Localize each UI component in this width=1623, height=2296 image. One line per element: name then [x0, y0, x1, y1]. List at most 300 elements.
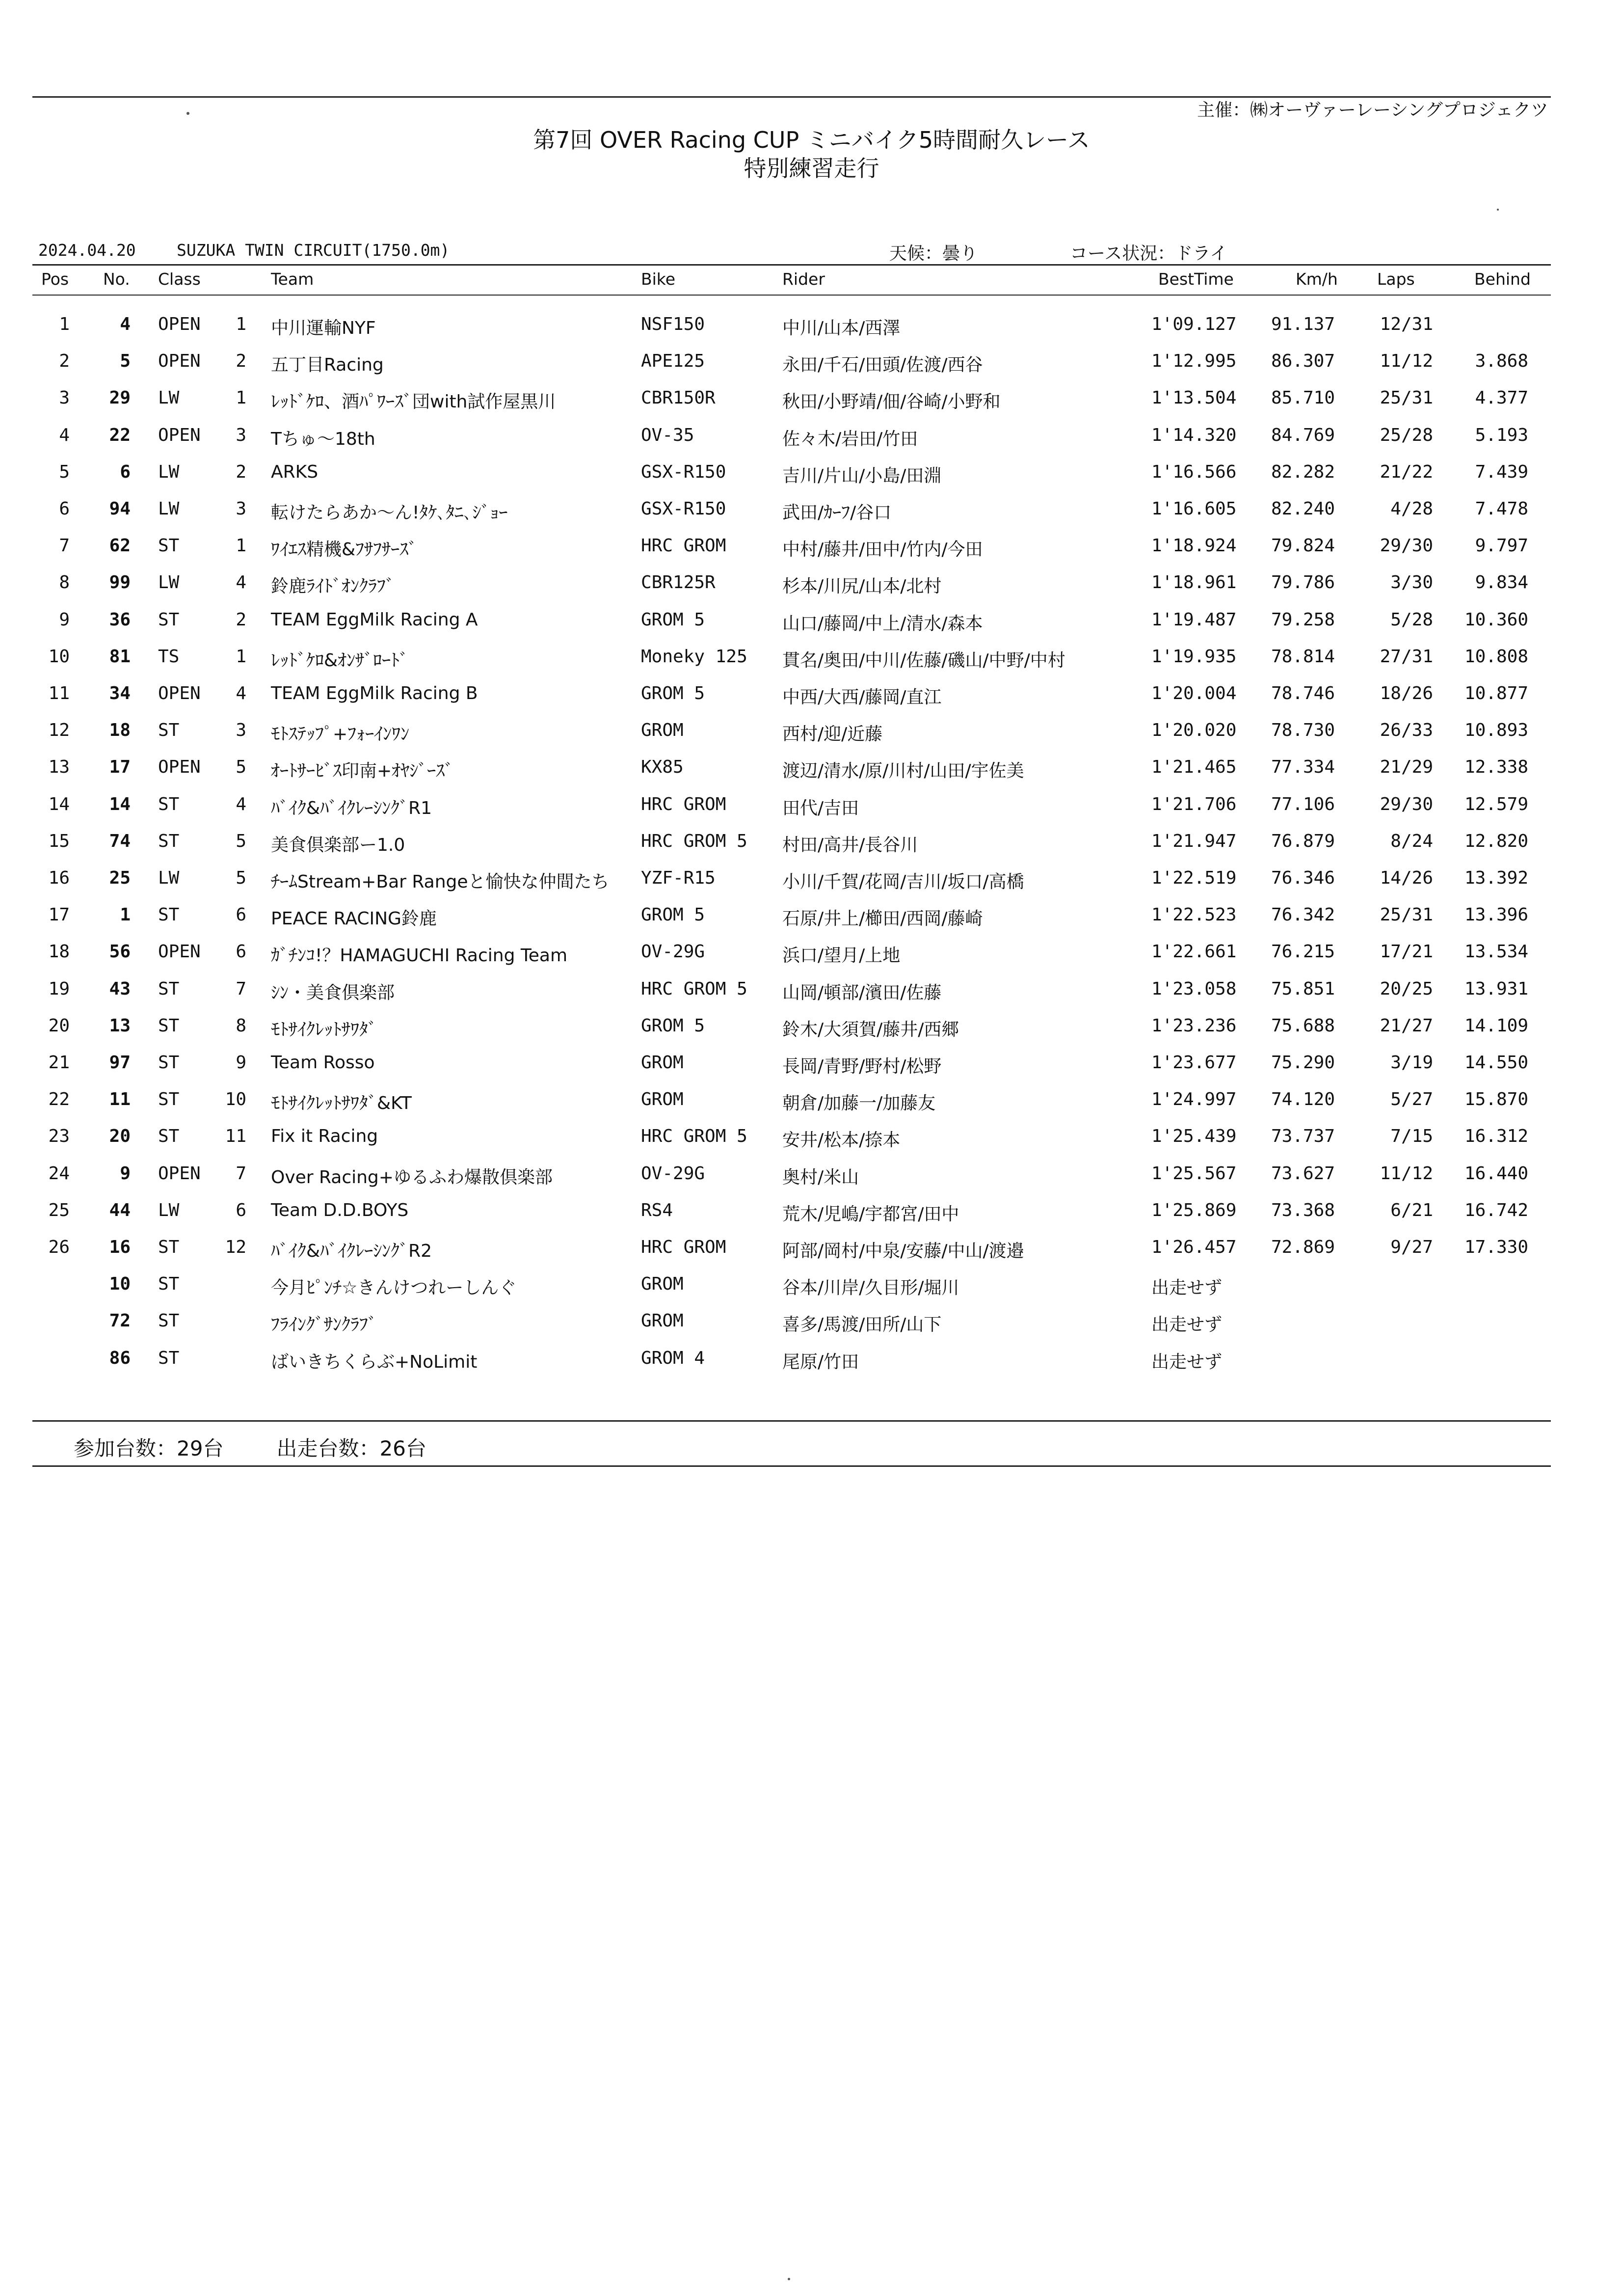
cell-team: ﾚｯﾄﾞｹﾛ、酒ﾊﾟﾜｰｽﾞ団with試作屋黒川 [271, 392, 556, 412]
cell-besttime: 出走せず [1151, 1315, 1223, 1335]
weather: 天候：曇り [889, 243, 978, 264]
cell-class: ST [158, 1126, 180, 1147]
cell-class-pos: 6 [236, 905, 246, 925]
cell-besttime: 1'18.924 [1151, 536, 1237, 556]
col-header-pos: Pos [41, 270, 69, 289]
cell-kmh: 77.334 [1271, 757, 1335, 778]
cell-besttime: 1'19.935 [1151, 646, 1237, 667]
cell-rider: 浜口/望月/上地 [782, 945, 901, 966]
cell-no: 16 [109, 1237, 131, 1257]
cell-laps: 29/30 [1380, 536, 1433, 556]
cell-class: LW [158, 572, 180, 593]
scan-speck [186, 112, 189, 115]
header-top-rule [32, 264, 1551, 266]
cell-class: LW [158, 868, 180, 888]
cell-pos: 14 [48, 794, 70, 814]
col-header-behind: Behind [1474, 270, 1531, 289]
cell-bike: GROM [641, 1089, 684, 1110]
cell-kmh: 79.786 [1271, 572, 1335, 593]
cell-pos: 19 [48, 978, 70, 999]
cell-team: Team D.D.BOYS [271, 1200, 409, 1220]
entries-count: 参加台数：29台 [74, 1436, 224, 1460]
cell-behind: 16.312 [1464, 1126, 1528, 1147]
cell-laps: 21/22 [1380, 461, 1433, 482]
cell-team: ﾓﾄｻｲｸﾚｯﾄｻﾜﾀﾞ [271, 1019, 377, 1040]
cell-pos: 24 [48, 1163, 70, 1184]
cell-class: OPEN [158, 425, 201, 445]
cell-laps: 7/15 [1390, 1126, 1433, 1147]
cell-kmh: 74.120 [1271, 1089, 1335, 1110]
cell-besttime: 1'25.439 [1151, 1126, 1237, 1147]
cell-pos: 13 [48, 757, 70, 778]
cell-team: 中川運輸NYF [271, 318, 376, 338]
cell-team: Over Racing+ゆるふわ爆散倶楽部 [271, 1167, 553, 1188]
cell-class-pos: 11 [225, 1126, 246, 1147]
cell-team: ﾚｯﾄﾞｹﾛ&ｵﾝｻﾞﾛｰﾄﾞ [271, 650, 409, 671]
cell-pos: 22 [48, 1089, 70, 1110]
cell-rider: 中西/大西/藤岡/直江 [782, 687, 942, 707]
cell-no: 6 [120, 461, 131, 482]
course-status: コース状況：ドライ [1070, 243, 1228, 264]
cell-no: 4 [120, 314, 131, 334]
cell-class: ST [158, 720, 180, 741]
footer-counts [74, 1432, 426, 1462]
cell-pos: 17 [48, 905, 70, 925]
cell-bike: RS4 [641, 1200, 673, 1220]
cell-behind: 13.931 [1464, 978, 1528, 999]
session-date: 2024.04.20 [38, 241, 136, 260]
cell-bike: GROM [641, 1053, 684, 1073]
cell-class-pos: 1 [236, 536, 246, 556]
cell-besttime: 出走せず [1151, 1351, 1223, 1372]
col-header-bike: Bike [641, 270, 676, 289]
cell-team: 五丁目Racing [271, 355, 384, 376]
cell-kmh: 76.342 [1271, 905, 1335, 925]
cell-bike: GROM [641, 1311, 684, 1331]
cell-rider: 石原/井上/櫛田/西岡/藤崎 [782, 909, 983, 929]
cell-behind: 12.579 [1464, 794, 1528, 814]
cell-besttime: 1'26.457 [1151, 1237, 1237, 1257]
cell-pos: 9 [59, 609, 70, 630]
cell-no: 5 [120, 351, 131, 372]
cell-bike: GROM 5 [641, 683, 705, 703]
cell-bike: GROM 5 [641, 1015, 705, 1036]
cell-behind: 13.392 [1464, 868, 1528, 888]
cell-laps: 26/33 [1380, 720, 1433, 741]
cell-pos: 7 [59, 536, 70, 556]
cell-no: 62 [109, 536, 131, 556]
cell-class: OPEN [158, 683, 201, 703]
cell-rider: 喜多/馬渡/田所/山下 [782, 1315, 942, 1335]
cell-besttime: 出走せず [1151, 1278, 1223, 1298]
cell-no: 44 [109, 1200, 131, 1220]
cell-rider: 中村/藤井/田中/竹内/今田 [782, 540, 983, 560]
cell-behind: 9.797 [1475, 536, 1528, 556]
cell-besttime: 1'20.004 [1151, 683, 1237, 703]
cell-class-pos: 3 [236, 499, 246, 519]
cell-class: OPEN [158, 314, 201, 334]
cell-no: 1 [120, 905, 131, 925]
cell-besttime: 1'21.465 [1151, 757, 1237, 778]
cell-behind: 10.808 [1464, 646, 1528, 667]
cell-team: ﾌﾗｲﾝｸﾞｻﾝｸﾗﾌﾞ [271, 1315, 377, 1335]
cell-behind: 14.109 [1464, 1015, 1528, 1036]
cell-class: OPEN [158, 942, 201, 962]
cell-no: 34 [109, 683, 131, 703]
cell-team: ﾁｰﾑStream+Bar Rangeと愉快な仲間たち [271, 872, 610, 892]
cell-team: Fix it Racing [271, 1126, 378, 1147]
cell-behind: 10.360 [1464, 609, 1528, 630]
cell-besttime: 1'23.058 [1151, 978, 1237, 999]
cell-besttime: 1'09.127 [1151, 314, 1237, 334]
cell-pos: 23 [48, 1126, 70, 1147]
cell-class: ST [158, 1274, 180, 1295]
cell-class-pos: 10 [225, 1089, 246, 1110]
cell-pos: 25 [48, 1200, 70, 1220]
cell-laps: 3/30 [1390, 572, 1433, 593]
cell-class: ST [158, 1348, 180, 1368]
cell-bike: HRC GROM [641, 536, 726, 556]
cell-behind: 3.868 [1475, 351, 1528, 372]
cell-besttime: 1'20.020 [1151, 720, 1237, 741]
cell-besttime: 1'21.947 [1151, 831, 1237, 851]
cell-bike: GROM [641, 1274, 684, 1295]
cell-laps: 17/21 [1380, 942, 1433, 962]
cell-bike: HRC GROM [641, 794, 726, 814]
cell-bike: CBR150R [641, 388, 716, 408]
cell-class: ST [158, 536, 180, 556]
col-header-rider: Rider [782, 270, 825, 289]
cell-besttime: 1'25.869 [1151, 1200, 1237, 1220]
starters-count: 出走台数：26台 [276, 1436, 426, 1460]
scan-speck [788, 2278, 790, 2280]
cell-rider: 荒木/児嶋/宇都宮/田中 [782, 1204, 959, 1224]
cell-team: ﾓﾄｻｲｸﾚｯﾄｻﾜﾀﾞ&KT [271, 1093, 412, 1114]
cell-besttime: 1'16.566 [1151, 461, 1237, 482]
cell-no: 29 [109, 388, 131, 408]
cell-no: 56 [109, 942, 131, 962]
cell-team: TEAM EggMilk Racing A [271, 609, 478, 630]
cell-laps: 21/27 [1380, 1015, 1433, 1036]
cell-behind: 14.550 [1464, 1053, 1528, 1073]
cell-bike: GSX-R150 [641, 499, 726, 519]
col-header-class: Class [158, 270, 201, 289]
cell-team: Team Rosso [271, 1053, 375, 1073]
cell-no: 86 [109, 1348, 131, 1368]
cell-rider: 村田/高井/長谷川 [782, 835, 918, 855]
cell-rider: 貫名/奥田/中川/佐藤/磯山/中野/中村 [782, 650, 1065, 671]
cell-laps: 27/31 [1380, 646, 1433, 667]
cell-class-pos: 6 [236, 1200, 246, 1220]
cell-laps: 20/25 [1380, 978, 1433, 999]
cell-class-pos: 2 [236, 351, 246, 372]
cell-rider: 尾原/竹田 [782, 1351, 859, 1372]
cell-rider: 中川/山本/西澤 [782, 318, 901, 338]
cell-kmh: 75.851 [1271, 978, 1335, 999]
cell-pos: 21 [48, 1053, 70, 1073]
cell-bike: HRC GROM 5 [641, 1126, 747, 1147]
cell-class: ST [158, 794, 180, 814]
cell-team: ﾜｲｴｽ精機&ﾌｻﾌｻｰｽﾞ [271, 540, 418, 560]
cell-class: TS [158, 646, 180, 667]
cell-behind: 13.396 [1464, 905, 1528, 925]
cell-team: ｼﾝ・美食倶楽部 [271, 982, 395, 1003]
cell-pos: 16 [48, 868, 70, 888]
cell-kmh: 91.137 [1271, 314, 1335, 334]
cell-kmh: 78.730 [1271, 720, 1335, 741]
cell-class: LW [158, 1200, 180, 1220]
cell-bike: OV-35 [641, 425, 694, 445]
cell-pos: 3 [59, 388, 70, 408]
cell-class-pos: 9 [236, 1053, 246, 1073]
cell-no: 18 [109, 720, 131, 741]
cell-kmh: 76.346 [1271, 868, 1335, 888]
footer-bottom-rule [32, 1465, 1551, 1467]
cell-class: OPEN [158, 1163, 201, 1184]
cell-rider: 佐々木/岩田/竹田 [782, 429, 918, 449]
cell-bike: GROM 5 [641, 609, 705, 630]
cell-kmh: 79.258 [1271, 609, 1335, 630]
cell-rider: 長岡/青野/野村/松野 [782, 1056, 942, 1077]
cell-rider: 阿部/岡村/中泉/安藤/中山/渡邉 [782, 1241, 1024, 1261]
cell-rider: 永田/千石/田頭/佐渡/西谷 [782, 355, 983, 376]
cell-kmh: 75.290 [1271, 1053, 1335, 1073]
cell-kmh: 72.869 [1271, 1237, 1335, 1257]
cell-class-pos: 5 [236, 868, 246, 888]
cell-class-pos: 12 [225, 1237, 246, 1257]
cell-class: ST [158, 978, 180, 999]
cell-behind: 15.870 [1464, 1089, 1528, 1110]
col-header-besttime: BestTime [1158, 270, 1234, 289]
cell-besttime: 1'23.236 [1151, 1015, 1237, 1036]
cell-bike: GROM 4 [641, 1348, 705, 1368]
cell-pos: 4 [59, 425, 70, 445]
cell-besttime: 1'22.661 [1151, 942, 1237, 962]
cell-laps: 11/12 [1380, 351, 1433, 372]
cell-class-pos: 5 [236, 757, 246, 778]
cell-bike: OV-29G [641, 942, 705, 962]
cell-pos: 2 [59, 351, 70, 372]
cell-kmh: 84.769 [1271, 425, 1335, 445]
cell-class-pos: 6 [236, 942, 246, 962]
cell-rider: 谷本/川岸/久目形/堀川 [782, 1278, 959, 1298]
cell-class: LW [158, 499, 180, 519]
cell-behind: 10.893 [1464, 720, 1528, 741]
footer-top-rule [32, 1420, 1551, 1422]
cell-laps: 18/26 [1380, 683, 1433, 703]
cell-laps: 6/21 [1390, 1200, 1433, 1220]
cell-team: 美食倶楽部ー1.0 [271, 835, 405, 855]
cell-kmh: 76.215 [1271, 942, 1335, 962]
col-header-kmh: Km/h [1296, 270, 1338, 289]
cell-no: 97 [109, 1053, 131, 1073]
cell-class: ST [158, 1053, 180, 1073]
cell-class: ST [158, 831, 180, 851]
cell-class-pos: 7 [236, 978, 246, 999]
cell-rider: 杉本/川尻/山本/北村 [782, 576, 942, 597]
cell-kmh: 78.814 [1271, 646, 1335, 667]
cell-class-pos: 1 [236, 388, 246, 408]
cell-bike: HRC GROM 5 [641, 978, 747, 999]
cell-pos: 11 [48, 683, 70, 703]
cell-behind: 10.877 [1464, 683, 1528, 703]
cell-rider: 渡辺/清水/原/川村/山田/宇佐美 [782, 761, 1024, 782]
cell-class-pos: 1 [236, 314, 246, 334]
cell-besttime: 1'25.567 [1151, 1163, 1237, 1184]
cell-besttime: 1'19.487 [1151, 609, 1237, 630]
cell-kmh: 76.879 [1271, 831, 1335, 851]
cell-no: 25 [109, 868, 131, 888]
cell-no: 94 [109, 499, 131, 519]
header-bottom-rule [32, 295, 1551, 296]
cell-team: ﾓﾄｽﾃｯﾌﾟ+ﾌｫｰｲﾝﾜﾝ [271, 724, 410, 745]
cell-behind: 12.338 [1464, 757, 1528, 778]
cell-class-pos: 4 [236, 794, 246, 814]
cell-pos: 26 [48, 1237, 70, 1257]
scan-speck [1497, 209, 1499, 211]
cell-team: ﾊﾞｲｸ&ﾊﾞｲｸﾚｰｼﾝｸﾞR2 [271, 1241, 432, 1261]
cell-rider: 奥村/米山 [782, 1167, 859, 1188]
cell-laps: 5/27 [1390, 1089, 1433, 1110]
cell-behind: 9.834 [1475, 572, 1528, 593]
cell-rider: 安井/松本/捺本 [782, 1130, 901, 1151]
cell-laps: 11/12 [1380, 1163, 1433, 1184]
cell-laps: 4/28 [1390, 499, 1433, 519]
cell-bike: CBR125R [641, 572, 716, 593]
cell-rider: 武田/ｶｰﾌ/谷口 [782, 503, 892, 523]
cell-laps: 29/30 [1380, 794, 1433, 814]
cell-laps: 25/28 [1380, 425, 1433, 445]
cell-behind: 17.330 [1464, 1237, 1528, 1257]
cell-class: ST [158, 609, 180, 630]
cell-pos: 10 [48, 646, 70, 667]
cell-kmh: 75.688 [1271, 1015, 1335, 1036]
cell-pos: 15 [48, 831, 70, 851]
organizer: 主催：㈱オーヴァーレーシングプロジェクツ [1197, 100, 1548, 120]
cell-besttime: 1'14.320 [1151, 425, 1237, 445]
cell-class: ST [158, 1311, 180, 1331]
cell-class-pos: 4 [236, 683, 246, 703]
cell-class-pos: 7 [236, 1163, 246, 1184]
cell-laps: 8/24 [1390, 831, 1433, 851]
cell-class-pos: 5 [236, 831, 246, 851]
cell-team: ﾊﾞｲｸ&ﾊﾞｲｸﾚｰｼﾝｸﾞR1 [271, 798, 432, 818]
cell-no: 99 [109, 572, 131, 593]
cell-no: 74 [109, 831, 131, 851]
cell-kmh: 85.710 [1271, 388, 1335, 408]
document-subtitle: 特別練習走行 [744, 155, 879, 182]
cell-no: 9 [120, 1163, 131, 1184]
cell-kmh: 73.737 [1271, 1126, 1335, 1147]
cell-laps: 12/31 [1380, 314, 1433, 334]
cell-besttime: 1'22.523 [1151, 905, 1237, 925]
cell-laps: 3/19 [1390, 1053, 1433, 1073]
cell-class-pos: 2 [236, 461, 246, 482]
cell-behind: 12.820 [1464, 831, 1528, 851]
cell-bike: Moneky 125 [641, 646, 747, 667]
cell-pos: 20 [48, 1015, 70, 1036]
cell-rider: 小川/千賀/花岡/吉川/坂口/高橋 [782, 872, 1024, 892]
cell-no: 81 [109, 646, 131, 667]
cell-bike: GSX-R150 [641, 461, 726, 482]
cell-rider: 山岡/頓部/濱田/佐藤 [782, 982, 942, 1003]
cell-team: 今月ﾋﾟﾝﾁ☆きんけつれーしんぐ [271, 1278, 517, 1298]
cell-class-pos: 3 [236, 425, 246, 445]
cell-behind: 16.440 [1464, 1163, 1528, 1184]
cell-laps: 25/31 [1380, 905, 1433, 925]
cell-class: LW [158, 461, 180, 482]
cell-behind: 13.534 [1464, 942, 1528, 962]
cell-class-pos: 2 [236, 609, 246, 630]
cell-kmh: 77.106 [1271, 794, 1335, 814]
cell-besttime: 1'12.995 [1151, 351, 1237, 372]
cell-bike: HRC GROM 5 [641, 831, 747, 851]
cell-bike: GROM 5 [641, 905, 705, 925]
cell-laps: 25/31 [1380, 388, 1433, 408]
cell-bike: YZF-R15 [641, 868, 716, 888]
cell-kmh: 86.307 [1271, 351, 1335, 372]
cell-class: ST [158, 1015, 180, 1036]
cell-no: 10 [109, 1274, 131, 1295]
cell-kmh: 82.282 [1271, 461, 1335, 482]
cell-kmh: 73.627 [1271, 1163, 1335, 1184]
col-header-no: No. [103, 270, 130, 289]
cell-behind: 5.193 [1475, 425, 1528, 445]
cell-laps: 21/29 [1380, 757, 1433, 778]
cell-no: 36 [109, 609, 131, 630]
cell-rider: 田代/吉田 [782, 798, 859, 818]
cell-kmh: 79.824 [1271, 536, 1335, 556]
document-title: 第7回 OVER Racing CUP ミニバイク5時間耐久レース [533, 127, 1090, 153]
cell-pos: 5 [59, 461, 70, 482]
cell-pos: 18 [48, 942, 70, 962]
cell-besttime: 1'13.504 [1151, 388, 1237, 408]
cell-bike: KX85 [641, 757, 684, 778]
cell-team: 鈴鹿ﾗｲﾄﾞｵﾝｸﾗﾌﾞ [271, 576, 395, 597]
cell-besttime: 1'18.961 [1151, 572, 1237, 593]
cell-behind: 16.742 [1464, 1200, 1528, 1220]
cell-kmh: 73.368 [1271, 1200, 1335, 1220]
cell-class-pos: 1 [236, 646, 246, 667]
cell-rider: 朝倉/加藤一/加藤友 [782, 1093, 936, 1114]
cell-no: 14 [109, 794, 131, 814]
cell-behind: 7.478 [1475, 499, 1528, 519]
cell-pos: 6 [59, 499, 70, 519]
cell-besttime: 1'22.519 [1151, 868, 1237, 888]
cell-team: Tちゅ～18th [271, 429, 375, 449]
cell-behind: 4.377 [1475, 388, 1528, 408]
cell-team: TEAM EggMilk Racing B [271, 683, 478, 703]
cell-class-pos: 3 [236, 720, 246, 741]
cell-laps: 5/28 [1390, 609, 1433, 630]
cell-bike: OV-29G [641, 1163, 705, 1184]
cell-no: 20 [109, 1126, 131, 1147]
cell-no: 43 [109, 978, 131, 999]
cell-class-pos: 8 [236, 1015, 246, 1036]
cell-besttime: 1'24.997 [1151, 1089, 1237, 1110]
col-header-team: Team [271, 270, 314, 289]
cell-team: ｶﾞﾁﾝｺ!？HAMAGUCHI Racing Team [271, 945, 568, 966]
cell-team: ばいきちくらぶ+NoLimit [271, 1351, 478, 1372]
cell-class: LW [158, 388, 180, 408]
col-header-laps: Laps [1377, 270, 1415, 289]
cell-class: ST [158, 1237, 180, 1257]
cell-bike: NSF150 [641, 314, 705, 334]
cell-no: 22 [109, 425, 131, 445]
cell-class: OPEN [158, 757, 201, 778]
cell-rider: 吉川/片山/小島/田淵 [782, 465, 942, 486]
cell-class: OPEN [158, 351, 201, 372]
